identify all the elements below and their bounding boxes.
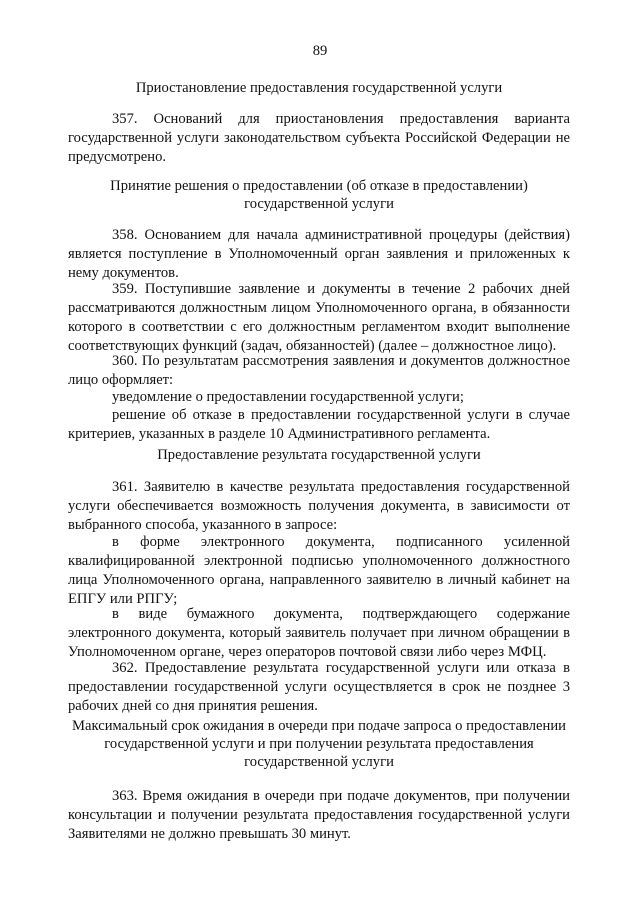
paragraph-paper: в виде бумажного документа, подтверждающего содержание электронного документа, который заявитель получает при личном обращении в Уполномоченном органе, через операторов почтовой связи либо через МФЦ.: [68, 606, 570, 660]
section-heading-queue-line2: государственной услуги и при получении результата предоставления: [104, 736, 534, 752]
paragraph-362: 362. Предоставление результата государственной услуги или отказа в предоставлении государственной услуги осуществляется в срок не позднее 3 рабочих дней со дня принятия решения.: [68, 660, 570, 714]
paragraph-refusal: решение об отказе в предоставлении государственной услуги в случае критериев, указанных в разделе 10 Административного регламента.: [68, 407, 570, 442]
paragraph-360: 360. По результатам рассмотрения заявления и документов должностное лицо оформляет:: [68, 353, 570, 388]
paragraph-electronic: в форме электронного документа, подписанного усиленной квалифицированной электронной подписью уполномоченного должностного лица Уполномоченного органа, направленного заявителю в личный кабинет на ЕПГУ или РПГУ;: [68, 534, 570, 607]
paragraph-357: 357. Оснований для приостановления предоставления варианта государственной услуги законодательством субъекта Российской Федерации не предусмотрено.: [68, 111, 570, 165]
paragraph-359: 359. Поступившие заявление и документы в течение 2 рабочих дней рассматриваются должностным лицом Уполномоченного органа, в обязанности которого в соответствии с его должностным регламентом входит выполнение соответствующих функций (задач, обязанностей) (далее – должностное лицо).: [68, 281, 570, 354]
section-heading-result: Предоставление результата государственной услуги: [157, 447, 481, 463]
paragraph-notification: уведомление о предоставлении государственной услуги;: [112, 389, 464, 405]
page-number: 89: [312, 43, 328, 59]
paragraph-361: 361. Заявителю в качестве результата предоставления государственной услуги обеспечивается возможность получения документа, в зависимости от выбранного способа, указанного в запросе:: [68, 479, 570, 533]
section-heading-queue-line1: Максимальный срок ожидания в очереди при подаче запроса о предоставлении: [72, 718, 566, 734]
section-heading-decision-line2: государственной услуги: [244, 196, 394, 212]
section-heading-queue-line3: государственной услуги: [244, 754, 394, 770]
paragraph-358: 358. Основанием для начала административной процедуры (действия) является поступление в Уполномоченный орган заявления и приложенных к нему документов.: [68, 227, 570, 281]
section-heading-suspension: Приостановление предоставления государственной услуги: [135, 80, 503, 96]
paragraph-363: 363. Время ожидания в очереди при подаче документов, при получении консультации и получении результата предоставления государственной услуги Заявителями не должно превышать 30 минут.: [68, 788, 570, 842]
section-heading-decision-line1: Принятие решения о предоставлении (об отказе в предоставлении): [110, 178, 528, 194]
